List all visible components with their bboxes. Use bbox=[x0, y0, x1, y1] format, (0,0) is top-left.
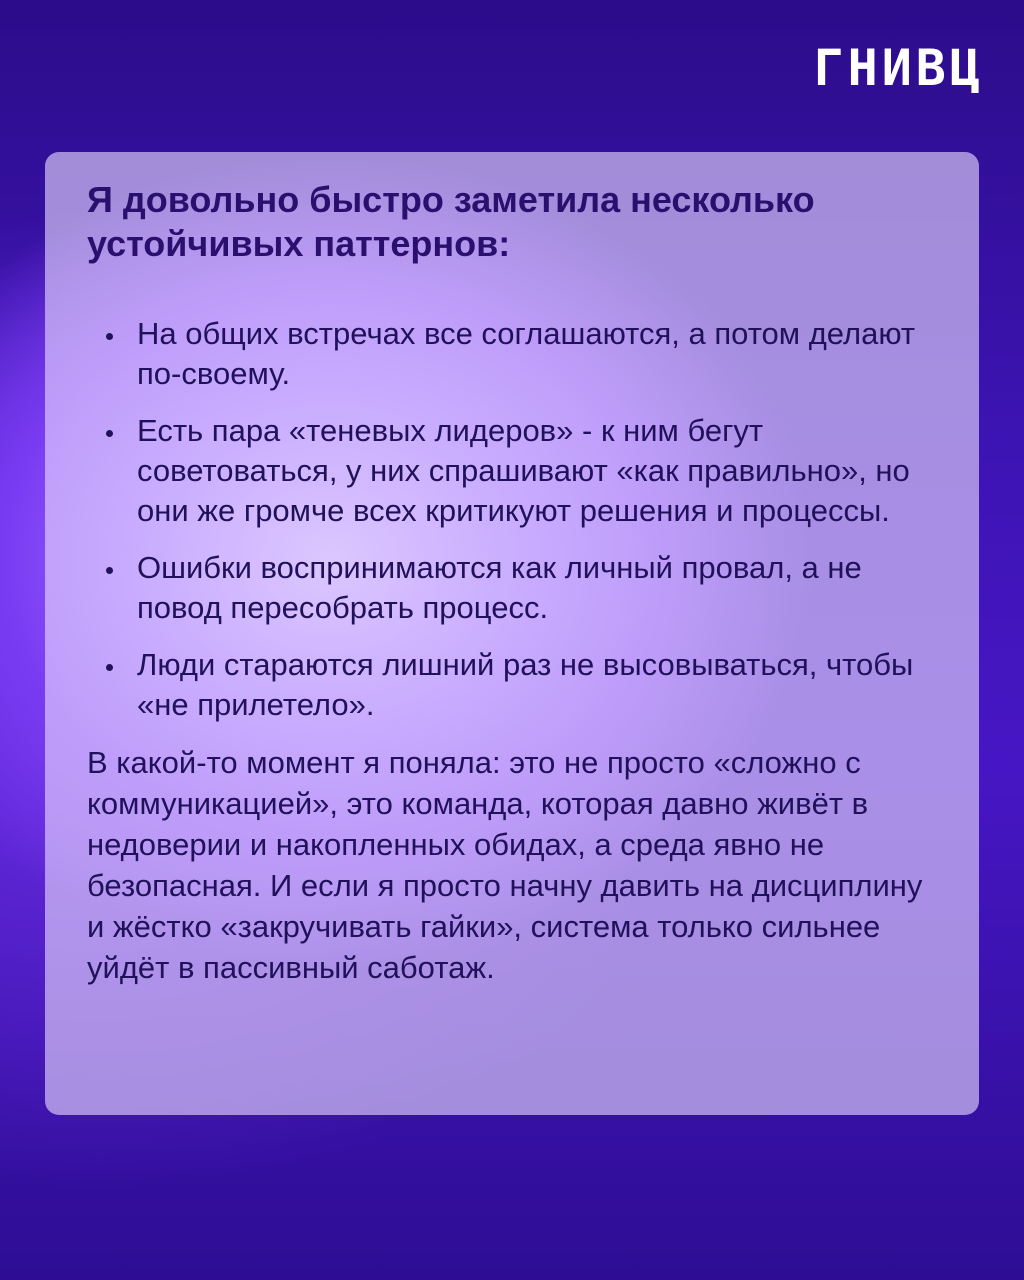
brand-logo: ГНИВЦ bbox=[813, 39, 984, 97]
list-item-text: Люди стараются лишний раз не высовываться, чтобы «не прилетело». bbox=[137, 647, 914, 722]
bullet-icon bbox=[106, 664, 113, 671]
list-item bbox=[87, 548, 937, 628]
pattern-list bbox=[87, 314, 937, 725]
conclusion-paragraph: В какой-то момент я поняла: это не просто «сложно с коммуникацией», это команда, которая давно живёт в недоверии и накопленных обидах, а среда явно не безопасная. И если я просто начну давить на дисциплину и жёстко «закручивать гайки», система только сильнее уйдёт в пассивный саботаж. bbox=[87, 745, 923, 985]
card-heading: Я довольно быстро заметила несколько устойчивых паттернов: bbox=[87, 179, 815, 264]
list-item bbox=[87, 411, 937, 531]
list-item bbox=[87, 314, 937, 394]
bullet-icon bbox=[106, 567, 113, 574]
list-item-text: Ошибки воспринимаются как личный провал, а не повод пересобрать процесс. bbox=[137, 550, 862, 625]
list-item bbox=[87, 645, 937, 725]
bullet-icon bbox=[106, 333, 113, 340]
content-card bbox=[45, 152, 979, 1115]
bullet-icon bbox=[106, 430, 113, 437]
list-item-text: На общих встречах все соглашаются, а потом делают по-своему. bbox=[137, 316, 916, 391]
list-item-text: Есть пара «теневых лидеров» - к ним бегут советоваться, у них спрашивают «как правильно», но они же громче всех критикуют решения и процессы. bbox=[137, 413, 910, 528]
